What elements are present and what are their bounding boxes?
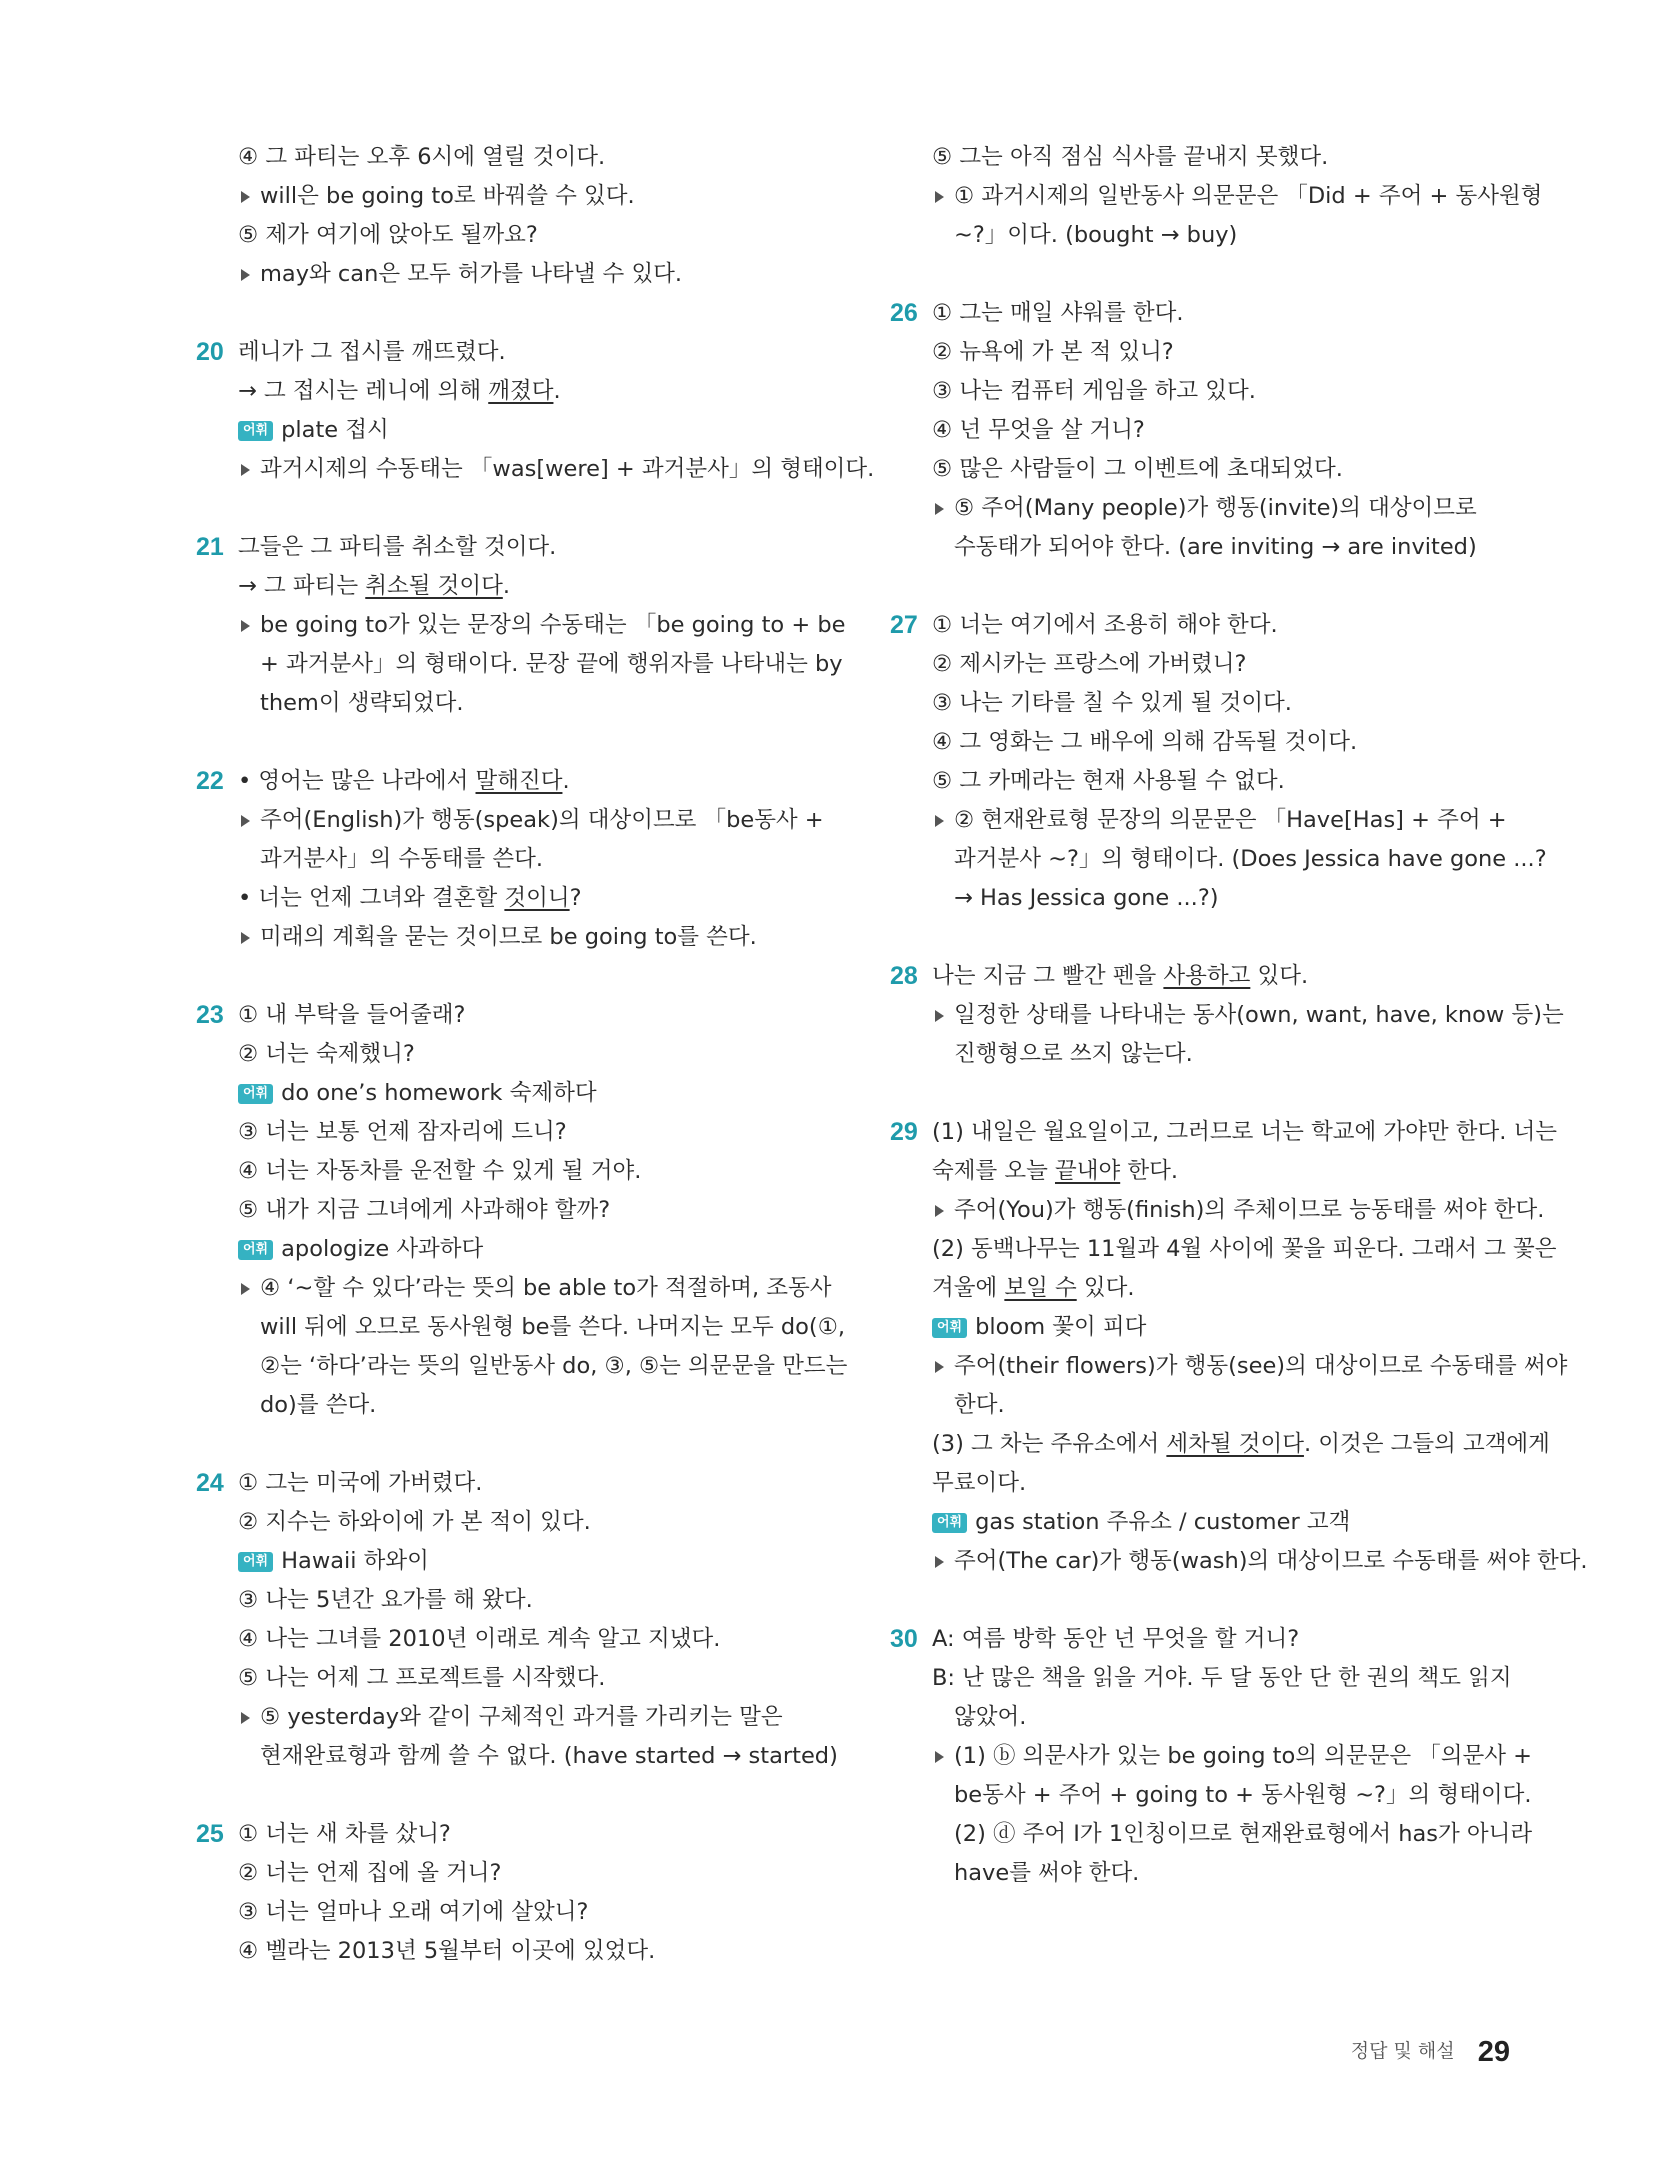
question-number: 20: [196, 338, 224, 366]
line-text: be동사 + 주어 + going to + 동사원형 ~?」의 형태이다.: [954, 1782, 1532, 1808]
line-text: ① 너는 새 차를 샀니?: [238, 1821, 451, 1847]
line-text: 그들은 그 파티를 취소할 것이다.: [238, 534, 557, 560]
line-text: (1) 내일은 월요일이고, 그러므로 너는 학교에 가야만 한다. 너는: [932, 1119, 1558, 1145]
question-21: [196, 528, 846, 723]
text-line: [238, 567, 816, 606]
explanation-line: [932, 996, 1564, 1035]
explanation-line: [238, 606, 846, 645]
line-text: → 그 파티는: [238, 573, 366, 599]
text-line: [932, 1659, 1510, 1698]
text-line: [238, 216, 816, 255]
line-text: ④ 나는 그녀를 2010년 이래로 계속 알고 지냈다.: [238, 1626, 721, 1652]
triangle-bullet-icon: [241, 269, 250, 281]
line-text: 주어(English)가 행동(speak)의 대상이므로 「be동사 +: [260, 807, 824, 833]
text-line: [238, 1113, 816, 1152]
triangle-bullet-icon: [935, 1205, 944, 1217]
underlined-answer: 보일 수: [1004, 1275, 1077, 1301]
line-text: ③ 나는 기타를 칠 수 있게 될 것이다.: [932, 690, 1292, 716]
triangle-bullet-icon: [241, 815, 250, 827]
line-text: ?: [569, 885, 582, 911]
line-text: ⑤ yesterday와 같이 구체적인 과거를 가리키는 말은: [260, 1704, 783, 1730]
text-line: [932, 1815, 1533, 1854]
text-line: [932, 840, 1547, 879]
vocab-line: [238, 411, 816, 450]
text-line: [238, 1503, 816, 1542]
text-line: [238, 1659, 816, 1698]
line-text: 않았어.: [954, 1704, 1027, 1730]
line-text: ① 너는 여기에서 조용히 해야 한다.: [932, 612, 1278, 638]
triangle-bullet-icon: [241, 191, 250, 203]
line-text: 있다.: [1250, 963, 1309, 989]
line-text: 숙제를 오늘: [932, 1158, 1055, 1184]
explanation-line: [932, 1347, 1568, 1386]
line-text: ⑤ 주어(Many people)가 행동(invite)의 대상이므로: [954, 495, 1477, 521]
text-line: [238, 1347, 848, 1386]
text-line: [238, 1854, 816, 1893]
text-line: [238, 1737, 838, 1776]
explanation-line: [238, 918, 816, 957]
line-text: ⑤ 그는 아직 점심 식사를 끝내지 못했다.: [932, 144, 1329, 170]
line-text: ④ 그 영화는 그 배우에 의해 감독될 것이다.: [932, 729, 1358, 755]
line-text: ④ 넌 무엇을 살 거니?: [932, 417, 1145, 443]
line-text: 미래의 계획을 묻는 것이므로 be going to를 쓴다.: [260, 924, 757, 950]
question-number: 28: [890, 962, 918, 990]
vocab-badge: 어휘: [932, 1318, 967, 1338]
line-text: gas station 주유소 / customer 고객: [975, 1509, 1351, 1535]
text-line: [932, 1269, 1510, 1308]
text-line: [238, 1152, 816, 1191]
text-line: [932, 957, 1510, 996]
vocab-badge: 어휘: [238, 1084, 273, 1104]
triangle-bullet-icon: [935, 191, 944, 203]
question-23: [196, 996, 848, 1425]
text-line: [238, 333, 816, 372]
line-text: ③ 너는 보통 언제 잠자리에 드니?: [238, 1119, 567, 1145]
question-25: [196, 1815, 816, 1971]
vocab-line: [932, 1503, 1510, 1542]
question-26: [890, 294, 1510, 567]
line-text: ⑤ 내가 지금 그녀에게 사과해야 할까?: [238, 1197, 611, 1223]
line-text: ① 그는 매일 샤워를 한다.: [932, 300, 1184, 326]
line-text: ② 너는 언제 집에 올 거니?: [238, 1860, 502, 1886]
text-line: [932, 1386, 1510, 1425]
triangle-bullet-icon: [241, 464, 250, 476]
line-text: ③ 나는 컴퓨터 게임을 하고 있다.: [932, 378, 1256, 404]
line-text: A: 여름 방학 동안 넌 무엇을 할 거니?: [932, 1626, 1300, 1652]
vocab-badge: 어휘: [238, 421, 273, 441]
text-line: [238, 138, 816, 177]
question-continued: [890, 138, 1543, 255]
vocab-line: [238, 1542, 816, 1581]
underlined-answer: 끝내야: [1054, 1158, 1121, 1184]
right-column: [890, 138, 1588, 1932]
page-footer: [1310, 2036, 1510, 2069]
text-line: [238, 1620, 816, 1659]
triangle-bullet-icon: [935, 1361, 944, 1373]
text-line: [238, 372, 816, 411]
text-line: [932, 723, 1510, 762]
line-text: .: [562, 768, 570, 794]
line-text: ② 뉴욕에 가 본 적 있니?: [932, 339, 1174, 365]
line-text: 현재완료형과 함께 쓸 수 없다. (have started → started): [260, 1743, 838, 1769]
line-text: bloom 꽃이 피다: [975, 1314, 1147, 1340]
explanation-line: [238, 450, 875, 489]
explanation-line: [932, 1542, 1588, 1581]
text-line: [932, 1113, 1558, 1152]
line-text: have를 써야 한다.: [954, 1860, 1140, 1886]
line-text: 과거시제의 수동태는 「was[were] + 과거분사」의 형태이다.: [260, 456, 875, 482]
line-text: 레니가 그 접시를 깨뜨렸다.: [238, 339, 506, 365]
line-text: ④ 너는 자동차를 운전할 수 있게 될 거야.: [238, 1158, 642, 1184]
text-line: [932, 1230, 1557, 1269]
question-number: 23: [196, 1001, 224, 1029]
line-text: ④ 벨라는 2013년 5월부터 이곳에 있었다.: [238, 1938, 656, 1964]
line-text: them이 생략되었다.: [260, 690, 464, 716]
line-text: ④ 그 파티는 오후 6시에 열릴 것이다.: [238, 144, 606, 170]
text-line: [932, 528, 1510, 567]
text-line: [238, 840, 816, 879]
line-text: ② 제시카는 프랑스에 가버렸니?: [932, 651, 1247, 677]
text-line: [238, 1581, 816, 1620]
line-text: 겨울에: [932, 1275, 1005, 1301]
explanation-line: [932, 801, 1510, 840]
underlined-answer: 취소될 것이다: [365, 573, 503, 599]
text-line: [932, 1152, 1510, 1191]
text-line: [932, 411, 1510, 450]
text-line: [238, 1464, 816, 1503]
line-text: Hawaii 하와이: [281, 1548, 429, 1574]
footer-label: 정답 및 해설: [1350, 2040, 1455, 2062]
line-text: 일정한 상태를 나타내는 동사(own, want, have, know 등)는: [954, 1002, 1564, 1028]
line-text: (2) ⓓ 주어 I가 1인칭이므로 현재완료형에서 has가 아니라: [954, 1821, 1533, 1847]
underlined-answer: 깨졌다: [488, 378, 554, 404]
text-line: [932, 1620, 1510, 1659]
question-30: [890, 1620, 1533, 1893]
line-text: 나는 지금 그 빨간 펜을: [932, 963, 1164, 989]
vocab-badge: 어휘: [238, 1240, 273, 1260]
text-line: [932, 1425, 1550, 1464]
line-text: (1) ⓑ 의문사가 있는 be going to의 의문문은 「의문사 +: [954, 1743, 1532, 1769]
underlined-answer: 사용하고: [1163, 963, 1251, 989]
triangle-bullet-icon: [935, 1751, 944, 1763]
underlined-answer: 말해진다: [475, 768, 563, 794]
text-line: [238, 1932, 816, 1971]
question-number: 24: [196, 1469, 224, 1497]
line-text: will 뒤에 오므로 동사원형 be를 쓴다. 나머지는 모두 do(①,: [260, 1314, 846, 1340]
text-line: [932, 138, 1510, 177]
triangle-bullet-icon: [241, 620, 250, 632]
triangle-bullet-icon: [241, 1283, 250, 1295]
triangle-bullet-icon: [935, 1010, 944, 1022]
line-text: ① 그는 미국에 가버렸다.: [238, 1470, 483, 1496]
explanation-line: [932, 1191, 1545, 1230]
text-line: [932, 879, 1510, 918]
line-text: (3) 그 차는 주유소에서: [932, 1431, 1167, 1457]
vocab-line: [238, 1230, 816, 1269]
vocab-line: [238, 1074, 816, 1113]
text-line: [238, 1191, 816, 1230]
line-text: 무료이다.: [932, 1470, 1027, 1496]
line-text: ① 내 부탁을 들어줄래?: [238, 1002, 466, 1028]
line-text: ③ 너는 얼마나 오래 여기에 살았니?: [238, 1899, 589, 1925]
line-text: 한다.: [1120, 1158, 1178, 1184]
line-text: .: [553, 378, 561, 404]
line-text: 진행형으로 쓰지 않는다.: [954, 1041, 1193, 1067]
triangle-bullet-icon: [935, 815, 944, 827]
line-text: do one’s homework 숙제하다: [281, 1080, 597, 1106]
text-line: [932, 1854, 1510, 1893]
triangle-bullet-icon: [241, 1712, 250, 1724]
line-text: 수동태가 되어야 한다. (are inviting → are invited): [954, 534, 1477, 560]
text-line: [932, 1776, 1532, 1815]
line-text: ~?」이다. (bought → buy): [954, 222, 1238, 248]
text-line: [238, 645, 843, 684]
question-27: [890, 606, 1547, 918]
line-text: be going to가 있는 문장의 수동태는 「be going to + be: [260, 612, 846, 638]
text-line: [932, 216, 1510, 255]
triangle-bullet-icon: [935, 503, 944, 515]
line-text: .: [502, 573, 510, 599]
line-text: + 과거분사」의 형태이다. 문장 끝에 행위자를 나타내는 by: [260, 651, 843, 677]
text-line: [932, 645, 1510, 684]
line-text: ③ 나는 5년간 요가를 해 왔다.: [238, 1587, 533, 1613]
question-28: [890, 957, 1564, 1074]
question-number: 25: [196, 1820, 224, 1848]
line-text: → 그 접시는 레니에 의해: [238, 378, 489, 404]
explanation-line: [238, 177, 816, 216]
line-text: may와 can은 모두 허가를 나타낼 수 있다.: [260, 261, 683, 287]
line-text: apologize 사과하다: [281, 1236, 484, 1262]
text-line: [932, 294, 1510, 333]
line-text: ② 지수는 하와이에 가 본 적이 있다.: [238, 1509, 591, 1535]
line-text: 주어(their flowers)가 행동(see)의 대상이므로 수동태를 써야: [954, 1353, 1568, 1379]
line-text: ⑤ 많은 사람들이 그 이벤트에 초대되었다.: [932, 456, 1343, 482]
line-text: → Has Jessica gone ...?): [954, 885, 1219, 911]
page-number: 29: [1477, 2036, 1510, 2068]
text-line: [932, 684, 1510, 723]
question-continued: [196, 138, 816, 294]
explanation-line: [238, 1269, 832, 1308]
line-text: B: 난 많은 책을 읽을 거야. 두 달 동안 단 한 권의 책도 읽지: [932, 1665, 1512, 1691]
question-number: 29: [890, 1118, 918, 1146]
explanation-line: [932, 489, 1510, 528]
line-text: 주어(You)가 행동(finish)의 주체이므로 능동태를 써야 한다.: [954, 1197, 1545, 1223]
text-line: [238, 1308, 846, 1347]
line-text: 한다.: [954, 1392, 1005, 1418]
line-text: ④ ‘~할 수 있다’라는 뜻의 be able to가 적절하며, 조동사: [260, 1275, 832, 1301]
text-line: [932, 606, 1510, 645]
line-text: 있다.: [1076, 1275, 1135, 1301]
question-24: [196, 1464, 838, 1776]
vocab-badge: 어휘: [932, 1513, 967, 1533]
line-text: plate 접시: [281, 417, 389, 443]
text-line: [238, 684, 816, 723]
line-text: do)를 쓴다.: [260, 1392, 377, 1418]
explanation-line: [238, 1698, 816, 1737]
question-number: 27: [890, 611, 918, 639]
line-text: ⑤ 나는 어제 그 프로젝트를 시작했다.: [238, 1665, 606, 1691]
text-line: [932, 1698, 1510, 1737]
question-number: 21: [196, 533, 224, 561]
explanation-line: [238, 255, 816, 294]
text-line: [932, 1464, 1510, 1503]
vocab-line: [932, 1308, 1510, 1347]
text-line: [238, 1386, 816, 1425]
left-column: [196, 138, 875, 2010]
explanation-line: [932, 1737, 1532, 1776]
question-20: [196, 333, 875, 489]
triangle-bullet-icon: [935, 1556, 944, 1568]
question-number: 30: [890, 1625, 918, 1653]
text-line: [238, 528, 816, 567]
line-text: ②는 ‘하다’라는 뜻의 일반동사 do, ③, ⑤는 의문문을 만드는: [260, 1353, 848, 1379]
text-line: [932, 333, 1510, 372]
explanation-line: [238, 801, 824, 840]
question-29: [890, 1113, 1588, 1581]
line-text: • 영어는 많은 나라에서: [238, 768, 476, 794]
text-line: [238, 1035, 816, 1074]
text-line: [238, 762, 816, 801]
text-line: [932, 450, 1510, 489]
question-number: 26: [890, 299, 918, 327]
text-line: [238, 879, 816, 918]
question-22: [196, 762, 824, 957]
text-line: [932, 1035, 1510, 1074]
text-line: [238, 1815, 816, 1854]
underlined-answer: 세차될 것이다: [1166, 1431, 1304, 1457]
line-text: . 이것은 그들의 고객에게: [1303, 1431, 1550, 1457]
question-number: 22: [196, 767, 224, 795]
triangle-bullet-icon: [241, 932, 250, 944]
line-text: • 너는 언제 그녀와 결혼할: [238, 885, 505, 911]
line-text: 주어(The car)가 행동(wash)의 대상이므로 수동태를 써야 한다.: [954, 1548, 1588, 1574]
underlined-answer: 것이니: [504, 885, 570, 911]
line-text: ② 너는 숙제했니?: [238, 1041, 415, 1067]
text-line: [238, 1893, 816, 1932]
text-line: [932, 762, 1510, 801]
line-text: ② 현재완료형 문장의 의문문은 「Have[Has] + 주어 +: [954, 807, 1507, 833]
text-line: [932, 372, 1510, 411]
line-text: will은 be going to로 바꿔쓸 수 있다.: [260, 183, 635, 209]
text-line: [238, 996, 816, 1035]
explanation-line: [932, 177, 1543, 216]
line-text: 과거분사 ~?」의 형태이다. (Does Jessica have gone ...?: [954, 846, 1547, 872]
line-text: 과거분사」의 수동태를 쓴다.: [260, 846, 544, 872]
vocab-badge: 어휘: [238, 1552, 273, 1572]
line-text: ① 과거시제의 일반동사 의문문은 「Did + 주어 + 동사원형: [954, 183, 1543, 209]
line-text: ⑤ 제가 여기에 앉아도 될까요?: [238, 222, 538, 248]
line-text: ⑤ 그 카메라는 현재 사용될 수 없다.: [932, 768, 1285, 794]
line-text: (2) 동백나무는 11월과 4월 사이에 꽃을 피운다. 그래서 그 꽃은: [932, 1236, 1557, 1262]
